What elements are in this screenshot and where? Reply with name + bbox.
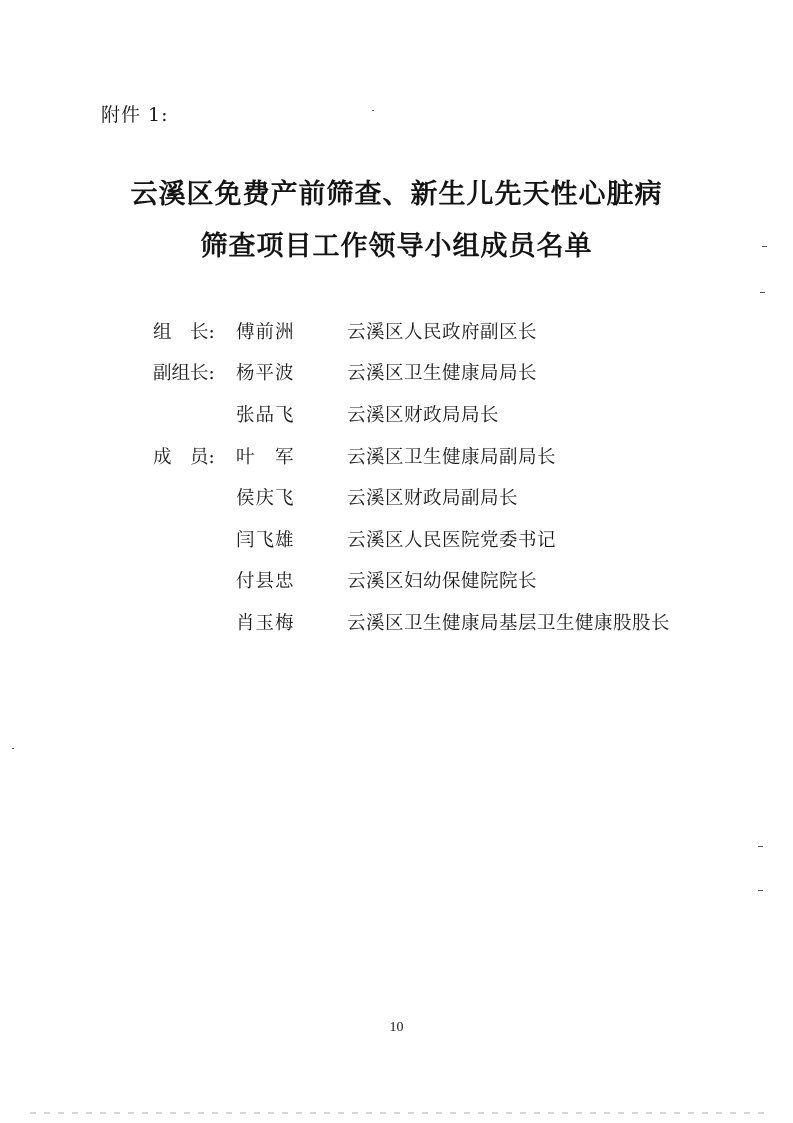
scan-speck <box>762 246 767 247</box>
document-title-line-2: 筛查项目工作领导小组成员名单 <box>200 231 593 262</box>
roster-name: 侯庆飞 <box>236 488 295 510</box>
roster-name: 闫飞雄 <box>236 529 295 551</box>
document-title-line-1: 云溪区免费产前筛查、新生儿先天性心脏病 <box>130 179 663 210</box>
roster-role: 成 员: <box>153 446 215 468</box>
roster-name: 张品飞 <box>236 404 295 426</box>
scan-speck <box>758 890 763 891</box>
roster-position: 云溪区财政局副局长 <box>347 488 519 510</box>
scan-edge-artifact <box>30 1112 770 1114</box>
roster-row <box>153 601 713 643</box>
page-number: 10 <box>389 1020 404 1035</box>
scan-speck <box>372 110 374 111</box>
roster-row <box>153 476 713 518</box>
roster-position: 云溪区妇幼保健院院长 <box>347 571 538 593</box>
roster-row <box>153 393 713 435</box>
scan-speck <box>760 292 765 293</box>
roster-row <box>153 518 713 560</box>
roster-position: 云溪区人民医院党委书记 <box>347 529 557 551</box>
member-roster <box>153 310 713 643</box>
roster-name: 傅前洲 <box>236 321 295 343</box>
roster-position: 云溪区卫生健康局局长 <box>347 363 538 385</box>
attachment-label: 附件 1: <box>101 104 169 126</box>
roster-row <box>153 435 713 477</box>
roster-row <box>153 310 713 352</box>
roster-position: 云溪区人民政府副区长 <box>347 321 538 343</box>
roster-row <box>153 560 713 602</box>
roster-name: 叶 军 <box>236 446 295 468</box>
roster-role: 副组长: <box>153 363 215 385</box>
roster-name: 付县忠 <box>236 571 295 593</box>
roster-role: 组 长: <box>153 321 215 343</box>
roster-name: 杨平波 <box>236 363 295 385</box>
roster-position: 云溪区财政局局长 <box>347 404 500 426</box>
roster-name: 肖玉梅 <box>236 612 295 634</box>
scan-speck <box>758 846 763 847</box>
roster-position: 云溪区卫生健康局副局长 <box>347 446 557 468</box>
scan-speck <box>12 748 14 749</box>
roster-row <box>153 352 713 394</box>
roster-position: 云溪区卫生健康局基层卫生健康股股长 <box>347 612 671 634</box>
